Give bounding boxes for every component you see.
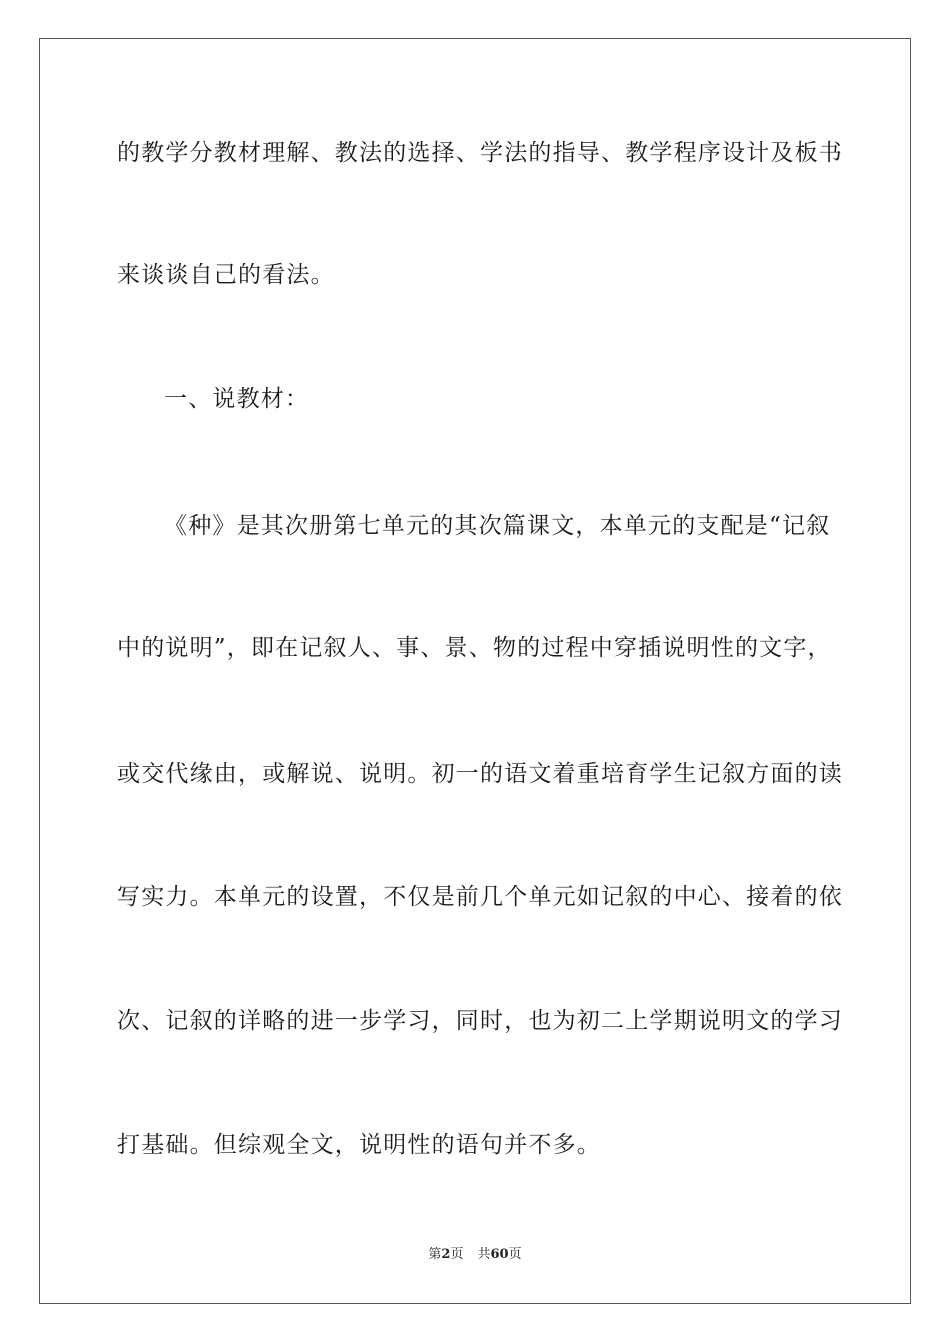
footer-total-number: 60	[490, 1247, 509, 1262]
footer-page-prefix: 第	[428, 1247, 442, 1262]
page-footer	[0, 1246, 950, 1264]
footer-page-suffix: 页	[450, 1247, 464, 1262]
text-line-6: 或交代缘由，或解说、说明。初一的语文着重培育学生记叙方面的读	[117, 761, 843, 787]
page-border	[39, 38, 911, 1304]
footer-total-suffix: 页	[508, 1247, 522, 1262]
text-line-5: 中的说明”，即在记叙人、事、景、物的过程中穿插说明性的文字，	[117, 635, 832, 661]
section-heading: 一、说教材：	[164, 386, 310, 412]
text-line-7: 写实力。本单元的设置，不仅是前几个单元如记叙的中心、接着的依	[117, 884, 843, 910]
text-line-2: 来谈谈自己的看法。	[117, 262, 335, 288]
footer-total-prefix: 共	[477, 1247, 491, 1262]
text-line-9: 打基础。但综观全文，说明性的语句并不多。	[117, 1132, 601, 1158]
text-line-4: 《种》是其次册第七单元的其次篇课文，本单元的支配是“记叙	[164, 513, 831, 539]
text-line-8: 次、记叙的详略的进一步学习，同时，也为初二上学期说明文的学习	[117, 1008, 843, 1034]
footer-page-number: 2	[441, 1247, 451, 1262]
text-line-1: 的教学分教材理解、教法的选择、学法的指导、教学程序设计及板书	[117, 140, 843, 166]
